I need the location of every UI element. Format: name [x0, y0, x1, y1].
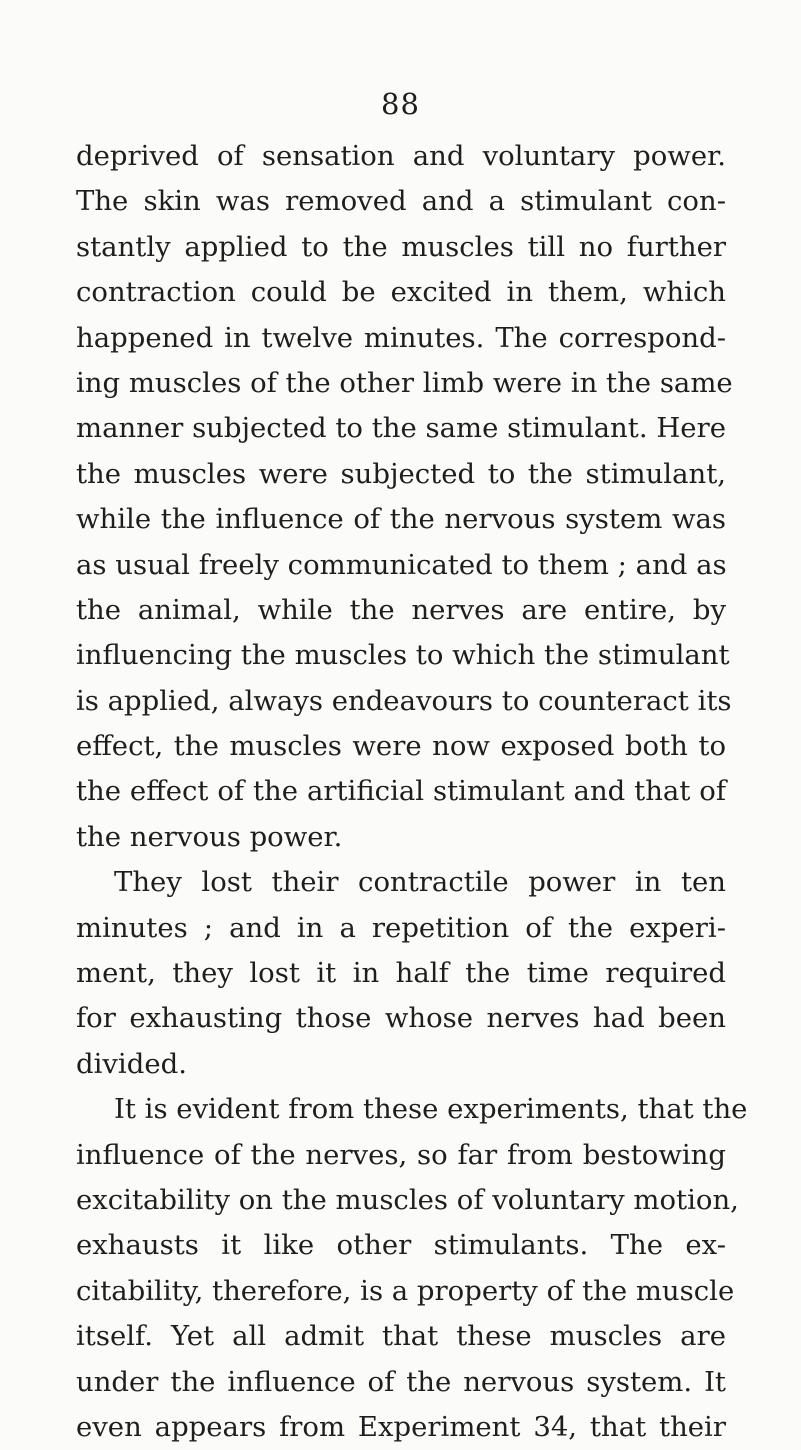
text-line: exhausts it like other stimulants. The ex-	[76, 1229, 726, 1262]
text-line: the animal, while the nerves are entire, by	[76, 593, 726, 626]
text-line: minutes ; and in a repetition of the experi-	[76, 911, 726, 944]
text-line: manner subjected to the same stimulant. Here	[76, 412, 726, 445]
text-line: as usual freely communicated to them ; and as	[76, 548, 727, 581]
text-line: influence of the nerves, so far from bestowing	[76, 1138, 726, 1171]
text-line: the effect of the artificial stimulant and that of	[76, 775, 726, 808]
text-line: influencing the muscles to which the stimulant	[76, 639, 730, 672]
text-line: It is evident from these experiments, that the	[114, 1093, 748, 1126]
text-line: under the influence of the nervous system. It	[76, 1365, 726, 1398]
text-line: The skin was removed and a stimulant con-	[76, 185, 726, 218]
text-line: while the influence of the nervous system was	[76, 503, 726, 536]
text-line: itself. Yet all admit that these muscles are	[76, 1320, 726, 1353]
text-line: divided.	[76, 1047, 187, 1080]
text-line: citability, therefore, is a property of the muscle	[76, 1274, 735, 1307]
text-line: even appears from Experiment 34, that their	[76, 1410, 726, 1443]
text-line: deprived of sensation and voluntary power.	[76, 140, 726, 172]
text-line: is applied, always endeavours to counteract its	[76, 684, 732, 717]
text-line: the muscles were subjected to the stimulant,	[76, 457, 726, 490]
text-line: the nervous power.	[76, 820, 343, 853]
text-line: excitability on the muscles of voluntary motion,	[76, 1183, 739, 1216]
body-text	[76, 134, 748, 1450]
text-line: ing muscles of the other limb were in the same	[76, 366, 733, 399]
page-number: 88	[381, 87, 420, 121]
text-line: ment, they lost it in half the time required	[76, 957, 726, 990]
text-line: contraction could be excited in them, which	[76, 276, 726, 309]
text-line: stantly applied to the muscles till no further	[76, 230, 726, 263]
text-line: for exhausting those whose nerves had been	[76, 1002, 726, 1035]
text-line: They lost their contractile power in ten	[114, 866, 726, 899]
text-line: happened in twelve minutes. The correspond-	[76, 321, 726, 354]
text-line: effect, the muscles were now exposed both to	[76, 730, 726, 763]
